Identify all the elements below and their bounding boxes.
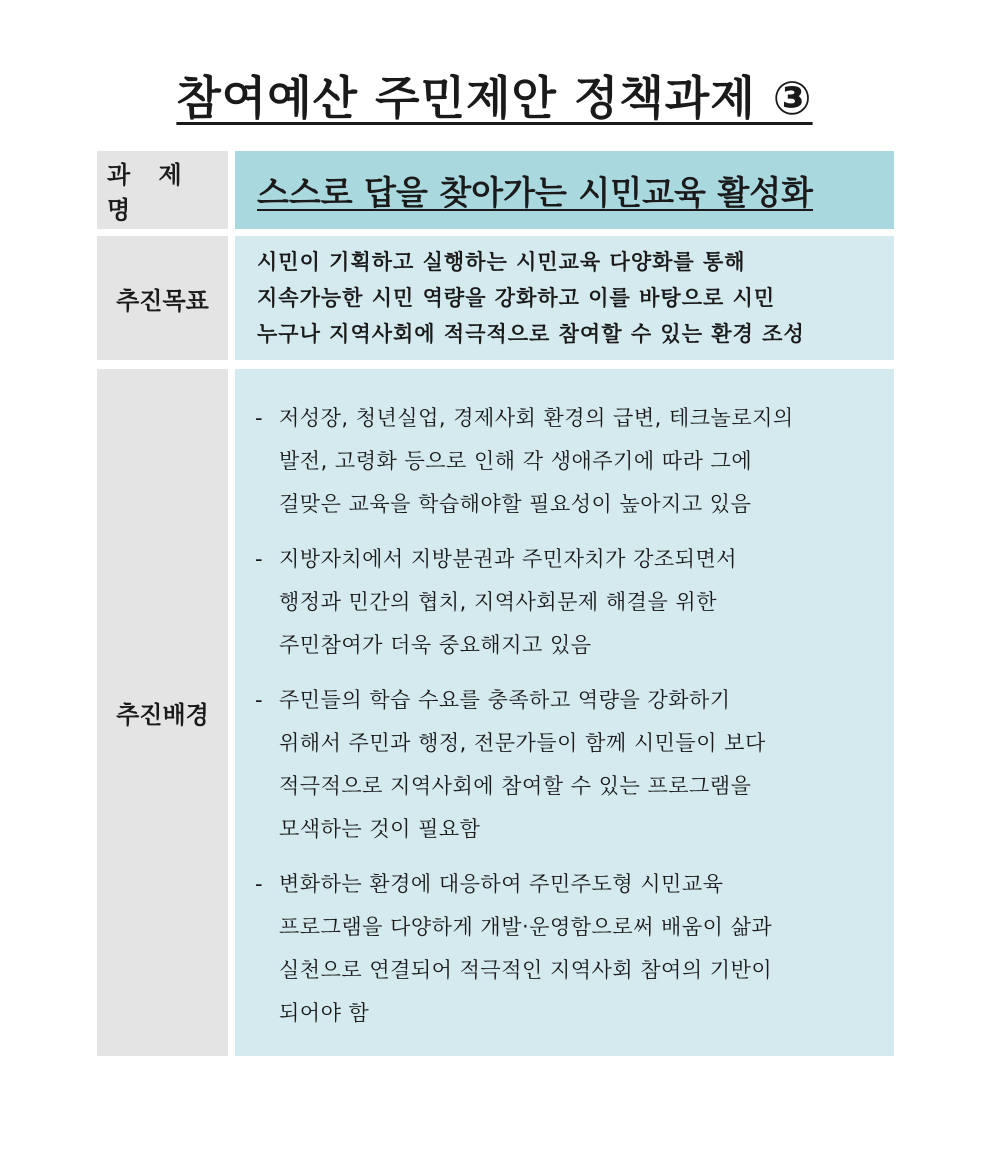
page-title: [0, 62, 989, 128]
task-name-label: 과 제 명: [107, 161, 192, 224]
goal-line: 지속가능한 시민 역량을 강화하고 이를 바탕으로 시민: [257, 286, 776, 310]
bullet-line: 적극적으로 지역사회에 참여할 수 있는 프로그램을: [279, 774, 752, 798]
bullet-line: 발전, 고령화 등으로 인해 각 생애주기에 따라 그에: [279, 449, 753, 473]
bullet-dash: -: [255, 872, 264, 896]
bullet-line: 행정과 민간의 협치, 지역사회문제 해결을 위한: [279, 590, 717, 614]
page-title-text: 참여예산 주민제안 정책과제 ③: [176, 71, 813, 125]
task-name-value-cell: [235, 151, 894, 229]
background-bullet: [255, 863, 894, 1035]
goal-line: 누구나 지역사회에 적극적으로 참여할 수 있는 환경 조성: [257, 322, 805, 346]
background-bullet: [255, 679, 894, 851]
background-value-cell: [235, 369, 894, 1056]
goal-value-cell: [235, 236, 894, 360]
bullet-line: 주민참여가 더욱 중요해지고 있음: [279, 633, 592, 657]
task-name-label-cell: [97, 151, 228, 229]
bullet-line: 모색하는 것이 필요함: [279, 817, 481, 841]
bullet-dash: -: [255, 688, 264, 712]
goal-label-cell: [97, 236, 228, 360]
bullet-dash: -: [255, 406, 264, 430]
background-label-cell: [97, 369, 228, 1056]
goal-label: 추진목표: [116, 286, 209, 315]
bullet-line: 주민들의 학습 수요를 충족하고 역량을 강화하기: [279, 688, 731, 712]
bullet-line: 걸맞은 교육을 학습해야할 필요성이 높아지고 있음: [279, 492, 752, 516]
goal-line: 시민이 기획하고 실행하는 시민교육 다양화를 통해: [257, 250, 746, 274]
task-name-value: 스스로 답을 찾아가는 시민교육 활성화: [257, 172, 814, 212]
bullet-line: 실천으로 연결되어 적극적인 지역사회 참여의 기반이: [279, 958, 773, 982]
bullet-line: 위해서 주민과 행정, 전문가들이 함께 시민들이 보다: [279, 731, 766, 755]
bullet-line: 지방자치에서 지방분권과 주민자치가 강조되면서: [279, 547, 738, 571]
bullet-line: 저성장, 청년실업, 경제사회 환경의 급변, 테크놀로지의: [279, 406, 794, 430]
bullet-dash: -: [255, 547, 264, 571]
bullet-line: 되어야 함: [279, 1001, 370, 1025]
background-label: 추진배경: [116, 701, 209, 729]
background-bullet: [255, 538, 894, 667]
bullet-line: 프로그램을 다양하게 개발‧운영함으로써 배움이 삶과: [279, 915, 773, 939]
background-bullet: [255, 397, 894, 526]
bullet-line: 변화하는 환경에 대응하여 주민주도형 시민교육: [279, 872, 724, 896]
